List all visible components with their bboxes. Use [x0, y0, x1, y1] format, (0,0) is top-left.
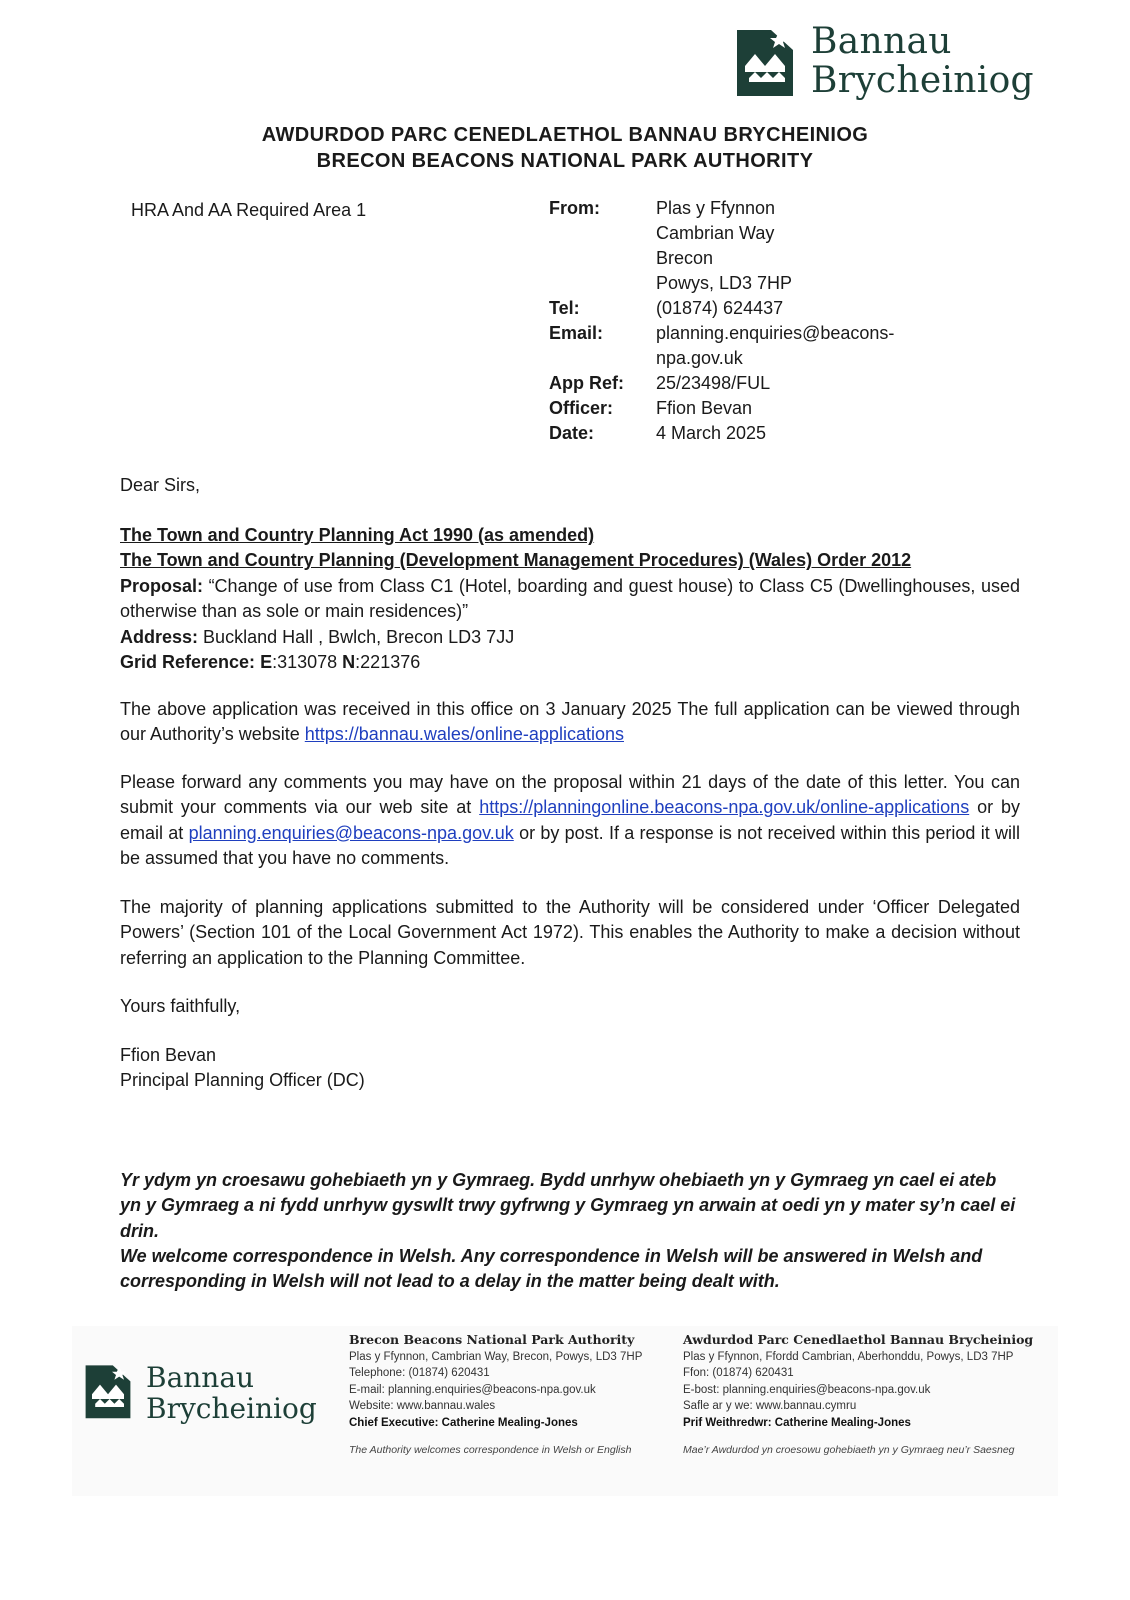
grid-e-value: :313078 [272, 652, 338, 673]
paragraph-delegated-powers: The majority of planning applications submitted to the Authority will be considered under ‘Officer Delegated Powers’ (Section 101 of the Local Government Act 1972). This enables the Authority to make a decision without referring an application to the Planning Committee. [120, 897, 1020, 968]
date-label: Date: [549, 423, 595, 443]
footer-brand-line-2: Brycheiniog [146, 1392, 317, 1425]
footer-cy-ceo: Prif Weithredwr: Catherine Mealing-Jones [683, 1416, 911, 1429]
welsh-language-statement-welsh: Yr ydym yn croesawu gohebiaeth yn y Gymraeg. Bydd unrhyw ohebiaeth yn y Gymraeg yn cael ei ateb yn y Gymraeg a ni fydd unrhyw gyswllt trwy gyfrwng y Gymraeg yn arwain at oedi yn y mater sy’n cael ei drin. [120, 1170, 1016, 1241]
paragraph-comments-text-3: or by post. If a response is not received within this period it will be assumed that you have no comments. [120, 822, 1021, 869]
grid-label: Grid Reference: [120, 652, 256, 673]
address-text: Buckland Hall , Bwlch, Brecon LD3 7JJ [203, 626, 515, 647]
grid-n-label: N [342, 652, 356, 673]
proposal-text: “Change of use from Class C1 (Hotel, boarding and guest house) to Class C5 (Dwellinghouses, used otherwise than as sole or main residences)” [120, 575, 1020, 622]
planning-email-link[interactable]: planning.enquiries@beacons-npa.gov.uk [188, 822, 514, 843]
grid-e-label: E [260, 652, 273, 673]
welsh-language-statement-english: We welcome correspondence in Welsh. Any correspondence in Welsh will be answered in Welsh and corresponding in Welsh will not lead to a delay in the matter being dealt with. [120, 1246, 983, 1292]
footer-brand-wordmark [146, 1362, 317, 1424]
address-label: Address: [120, 626, 199, 647]
proposal [120, 574, 1020, 625]
footer-cy-web: Safle ar y we: www.bannau.cymru [683, 1400, 857, 1413]
footer-english-column [349, 1332, 642, 1458]
paragraph-comments-text-1: Please forward any comments you may have on the proposal within 21 days of the date of this letter. You can submit your comments via our web site at [120, 772, 1020, 818]
tel-label: Tel: [549, 298, 580, 318]
email-value-line2: npa.gov.uk [656, 348, 743, 368]
application-summary [120, 523, 1020, 675]
recipient: HRA And AA Required Area 1 [131, 200, 367, 220]
email-value-line1: planning.enquiries@beacons- [656, 323, 895, 343]
footer-en-email: E-mail: planning.enquiries@beacons-npa.gov.uk [349, 1383, 596, 1396]
footer-brand-line-1: Bannau [146, 1361, 255, 1394]
footer-cy-email: E-bost: planning.enquiries@beacons-npa.gov.uk [683, 1383, 931, 1396]
footer-en-phone: Telephone: (01874) 620431 [349, 1367, 490, 1380]
from-label: From: [549, 198, 600, 218]
footer-welsh-column [683, 1332, 1033, 1458]
footer-en-title: Brecon Beacons National Park Authority [349, 1332, 635, 1347]
header-logo [735, 21, 1034, 104]
paragraph-received-text: The above application was received in this office on 3 January 2025 The full application can be viewed through our Authority’s website [120, 699, 1020, 745]
brand-mark-icon [735, 26, 795, 98]
signature-title: Principal Planning Officer (DC) [120, 1070, 365, 1090]
footer-en-address: Plas y Ffynnon, Cambrian Way, Brecon, Powys, LD3 7HP [349, 1350, 643, 1363]
email-label: Email: [549, 323, 604, 343]
grid-reference [120, 650, 1020, 675]
officer-label: Officer: [549, 398, 614, 418]
footer-en-ceo: Chief Executive: Catherine Mealing-Jones [349, 1416, 578, 1429]
signature-name: Ffion Bevan [120, 1045, 217, 1065]
act-2: The Town and Country Planning (Development Management Procedures) (Wales) Order 2012 [120, 550, 912, 571]
tel-value: (01874) 624437 [656, 298, 784, 318]
footer-cy-phone: Ffon: (01874) 620431 [683, 1367, 794, 1380]
footer-en-note: The Authority welcomes correspondence in Welsh or English [349, 1443, 632, 1456]
closing: Yours faithfully, [120, 996, 241, 1016]
app-ref-value: 25/23498/FUL [656, 373, 771, 393]
paragraph-comments-text-2: or by email at [120, 797, 1020, 843]
footer-cy-note: Mae’r Awdurdod yn croesowu gohebiaeth yn y Gymraeg neu’r Saesneg [683, 1443, 1015, 1456]
planning-online-link[interactable]: https://planningonline.beacons-npa.gov.uk/online-applications [479, 797, 970, 818]
footer-cy-title: Awdurdod Parc Cenedlaethol Bannau Brycheiniog [683, 1332, 1034, 1347]
paragraph-comments [120, 770, 1020, 872]
grid-n-value: :221376 [355, 652, 421, 673]
online-applications-link[interactable]: https://bannau.wales/online-applications [304, 724, 624, 745]
app-ref-label: App Ref: [549, 373, 624, 393]
heading-welsh: AWDURDOD PARC CENEDLAETHOL BANNAU BRYCHEINIOG [261, 124, 869, 146]
heading-english: BRECON BEACONS NATIONAL PARK AUTHORITY [316, 150, 814, 172]
proposal-label: Proposal: [120, 575, 204, 596]
paragraph-received [120, 697, 1020, 748]
brand-line-2: Brycheiniog [811, 60, 1034, 101]
brand-line-1: Bannau [811, 21, 952, 62]
from-line: Cambrian Way [656, 223, 775, 243]
act-1: The Town and Country Planning Act 1990 (as amended) [120, 525, 595, 545]
footer-en-web: Website: www.bannau.wales [349, 1400, 496, 1413]
from-line: Powys, LD3 7HP [656, 273, 793, 293]
salutation: Dear Sirs, [120, 475, 201, 495]
footer-brand-mark-icon [84, 1362, 132, 1420]
footer [72, 1326, 1058, 1496]
footer-cy-address: Plas y Ffynnon, Ffordd Cambrian, Aberhonddu, Powys, LD3 7HP [683, 1350, 1014, 1363]
address [120, 625, 1020, 650]
from-line: Brecon [656, 248, 714, 268]
from-line: Plas y Ffynnon [656, 198, 776, 218]
officer-value: Ffion Bevan [656, 398, 753, 418]
brand-wordmark [811, 22, 1034, 100]
date-value: 4 March 2025 [656, 423, 767, 443]
